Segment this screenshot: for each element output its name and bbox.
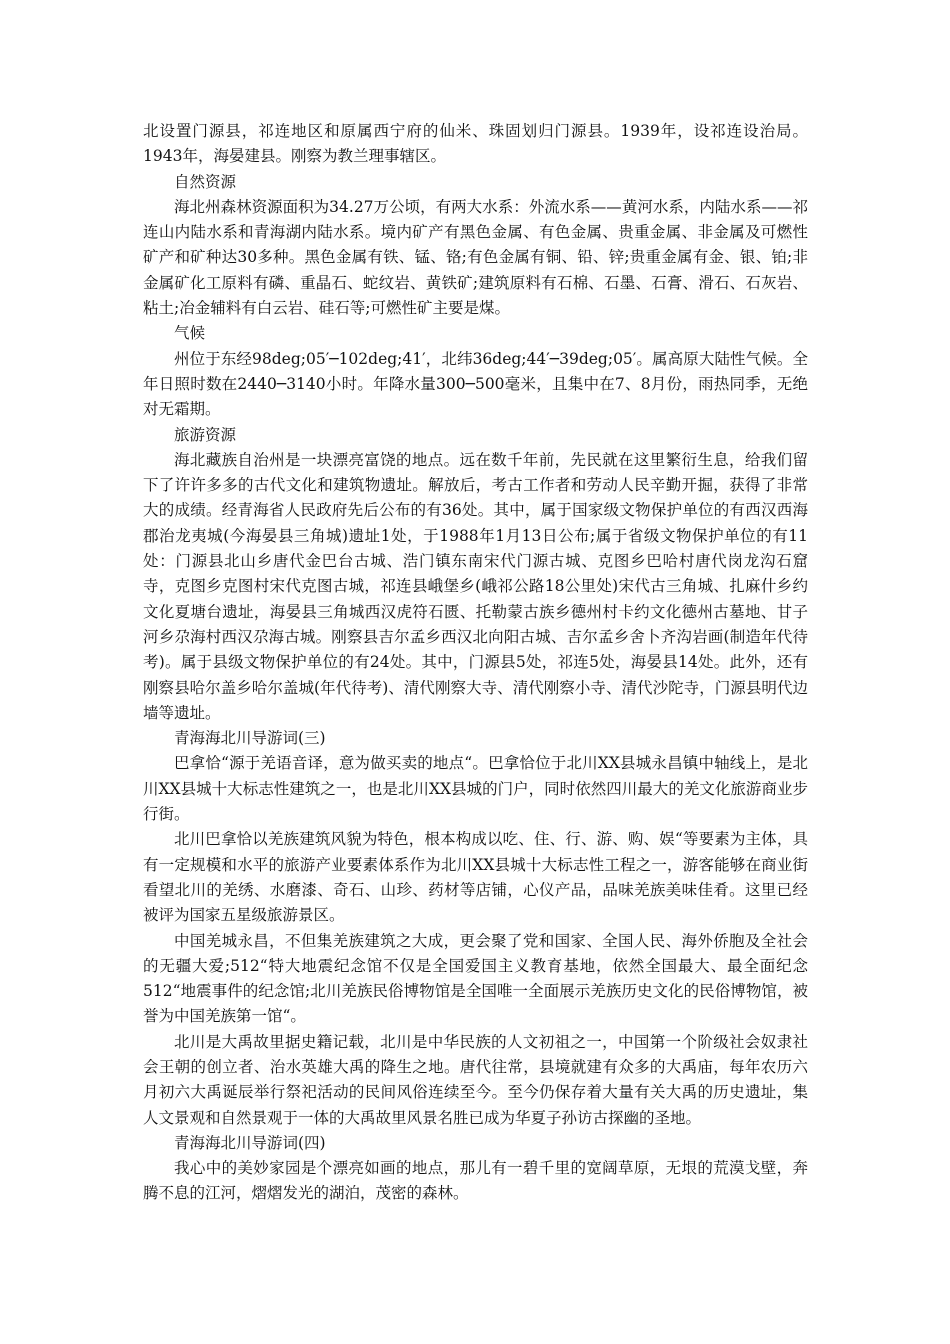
body-paragraph: 州位于东经98deg;05′─102deg;41′，北纬36deg;44′─39deg;05′。属高原大陆性气候。全年日照时数在2440─3140小时。年降水量300─500毫米，且集中在7、8月份，雨热同季，无绝对无霜期。	[143, 349, 808, 419]
body-paragraph: 中国羌城永昌，不但集羌族建筑之大成，更会聚了党和国家、全国人民、海外侨胞及全社会的无疆大爱;512“特大地震纪念馆不仅是全国爱国主义教育基地，依然全国最大、最全面纪念512“地震事件的纪念馆;北川羌族民俗博物馆是全国唯一全面展示羌族历史文化的民俗博物馆，被誉为中国羌族第一馆“。	[143, 931, 808, 1026]
body-paragraph: 巴拿恰“源于羌语音译，意为做买卖的地点“。巴拿恰位于北川XX县城永昌镇中轴线上，是北川XX县城十大标志性建筑之一，也是北川XX县城的门户，同时依然四川最大的羌文化旅游商业步行街。	[143, 754, 808, 824]
section-heading-tourism-resources: 旅游资源	[174, 425, 237, 444]
section-heading-guide-speech-3: 青海海北川导游词(三)	[174, 729, 326, 748]
section-heading-guide-speech-4: 青海海北川导游词(四)	[174, 1133, 326, 1152]
body-paragraph: 海北州森林资源面积为34.27万公顷，有两大水系：外流水系——黄河水系，内陆水系——祁连山内陆水系和青海湖内陆水系。境内矿产有黑色金属、有色金属、贵重金属、非金属及可燃性矿产和矿种达30多种。黑色金属有铁、锰、铬;有色金属有铜、铅、锌;贵重金属有金、银、铂;非金属矿化工原料有磷、重晶石、蛇纹岩、黄铁矿;建筑原料有石棉、石墨、石膏、滑石、石灰岩、粘土;冶金辅料有白云岩、硅石等;可燃性矿主要是煤。	[143, 197, 808, 318]
body-paragraph: 北川巴拿恰以羌族建筑风貌为特色，根本构成以吃、住、行、游、购、娱“等要素为主体，具有一定规模和水平的旅游产业要素体系作为北川XX县城十大标志性工程之一，游客能够在商业街看望北川的羌绣、水磨漆、奇石、山珍、药材等店铺，心仪产品，品味羌族美味佳肴。这里已经被评为国家五星级旅游景区。	[143, 830, 808, 925]
body-paragraph-continued: 北设置门源县，祁连地区和原属西宁府的仙米、珠固划归门源县。1939年，设祁连设治局。1943年，海晏建县。刚察为教兰理事辖区。	[143, 122, 808, 166]
body-paragraph: 北川是大禹故里据史籍记载，北川是中华民族的人文初祖之一，中国第一个阶级社会奴隶社会王朝的创立者、治水英雄大禹的降生之地。唐代往常，县境就建有众多的大禹庙，每年农历六月初六大禹诞辰举行祭祀活动的民间风俗连续至今。至今仍保存着大量有关大禹的历史遗址，集人文景观和自然景观于一体的大禹故里风景名胜已成为华夏子孙访古探幽的圣地。	[143, 1032, 808, 1127]
body-paragraph: 我心中的美妙家园是个漂亮如画的地点，那儿有一碧千里的宽阔草原，无垠的荒漠戈壁，奔腾不息的江河，熠熠发光的湖泊，茂密的森林。	[143, 1159, 808, 1203]
section-heading-natural-resources: 自然资源	[174, 172, 237, 191]
document-body	[143, 119, 808, 1207]
body-paragraph: 海北藏族自治州是一块漂亮富饶的地点。远在数千年前，先民就在这里繁衍生息，给我们留下了许许多多的古代文化和建筑物遗址。解放后，考古工作者和劳动人民辛勤开掘，获得了非常大的成绩。经青海省人民政府先后公布的有36处。其中，属于国家级文物保护单位的有西汉西海郡治龙夷城(今海晏县三角城)遗址1处，于1988年1月13日公布;属于省级文物保护单位的有11处：门源县北山乡唐代金巴台古城、浩门镇东南宋代门源古城、克图乡巴哈村唐代岗龙沟石窟寺，克图乡克图村宋代克图古城，祁连县峨堡乡(峨祁公路18公里处)宋代古三角城、扎麻什乡约文化夏塘台遗址，海晏县三角城西汉虎符石匮、托勒蒙古族乡德州村卡约文化德州古墓地、甘子河乡尕海村西汉尕海古城。刚察县吉尔孟乡西汉北向阳古城、吉尔孟乡舍卜齐沟岩画(制造年代待考)。属于县级文物保护单位的有24处。其中，门源县5处，祁连5处，海晏县14处。此外，还有刚察县哈尔盖乡哈尔盖城(年代待考)、清代刚察大寺、清代刚察小寺、清代沙陀寺，门源县明代边墙等遗址。	[143, 450, 808, 722]
section-heading-climate: 气候	[174, 324, 206, 343]
